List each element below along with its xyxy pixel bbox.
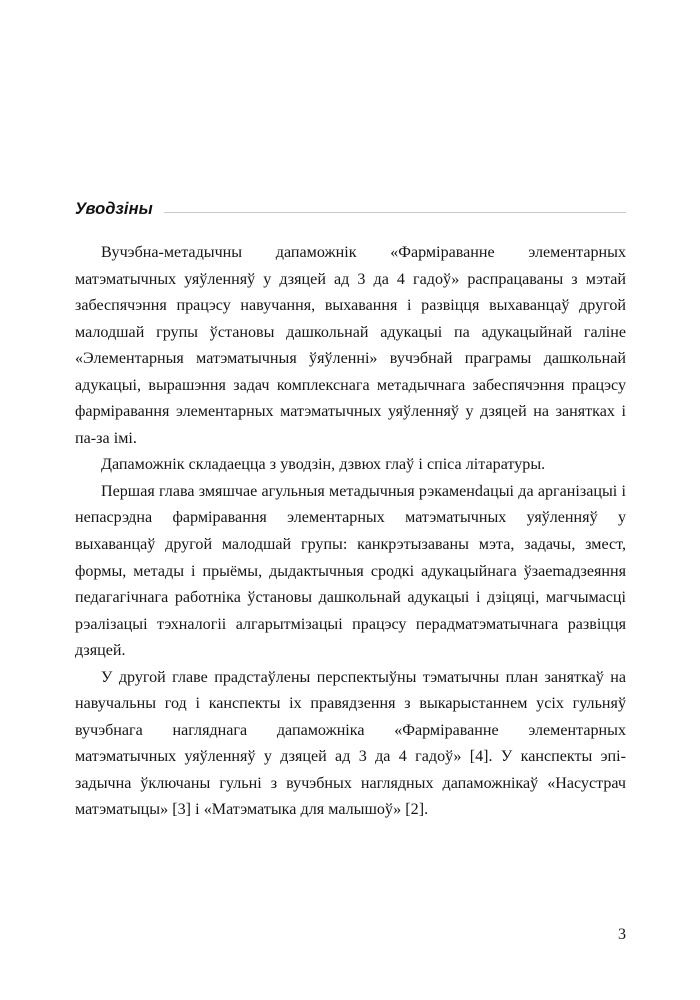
paragraph-2: Дапаможнік складаецца з уводзін, дзвюх глаў і спіса літаратуры. [101, 456, 546, 474]
page-number: 3 [617, 926, 626, 943]
heading-divider-rule [164, 212, 626, 213]
body-text-column [75, 240, 626, 824]
section-heading-title: Уводзіны [75, 200, 153, 218]
section-heading [75, 199, 626, 219]
paragraph-4: У другой главе прадстаўлены перспектыўны тэматычны план заняткаў на навучальны год і канспекты іх правядзення з выкарыстаннем усіх гульняў вучэбнага нагляднага дапаможніка «Фарміраванне элементарных матэматычных уяўленняў у дзяцей ад 3 да 4 гадоў» [4]. У канспекты эпізадычна ўключаны гульні з вучэбных наглядных дапаможнікаў «Насустрач матэматыцы» [3] і «Матэматыка для малышоў» [2]. [75, 668, 626, 819]
paragraph-3: Першая глава змяшчае агульныя метадычныя рэкаменdацыі да арганізацыі і непасрэдна фарміравання элементарных матэматычных уяўленняў у выхаванцаў другой малодшай групы: канкрэтызаваны мэта, задачы, змест, формы, метады і прыёмы, дыдактычныя сродкі адукацыйнага ўзаеmадзеяння педагагічнага работніка ўстановы дашкольнай адукацыі і дзіцяці, магчымасці рэалізацыі тэхналогіі алгарытмізацыі працэсу перадматэматычнага развіцця дзяцей. [75, 482, 626, 660]
paragraph-1: Вучэбна-метадычны дапаможнік «Фарміраванне элементарных матэматычных уяўленняў у дзяцей ад 3 да 4 гадоў» распрацаваны з мэтай забеспячэння працэсу навучання, выхавання і развіцця выхаванцаў другой малодшай групы ўстановы дашкольнай адукацыі па адукацыйнай галіне «Элементарныя матэматычныя ўяўленні» вучэбнай праграмы дашкольнай адукацыі, вырашэння задач комплекснага метадычнага забеспячэння працэсу фарміравання элементарных матэматычных уяўленняў у дзяцей на занятках і па-за імі. [75, 244, 626, 447]
